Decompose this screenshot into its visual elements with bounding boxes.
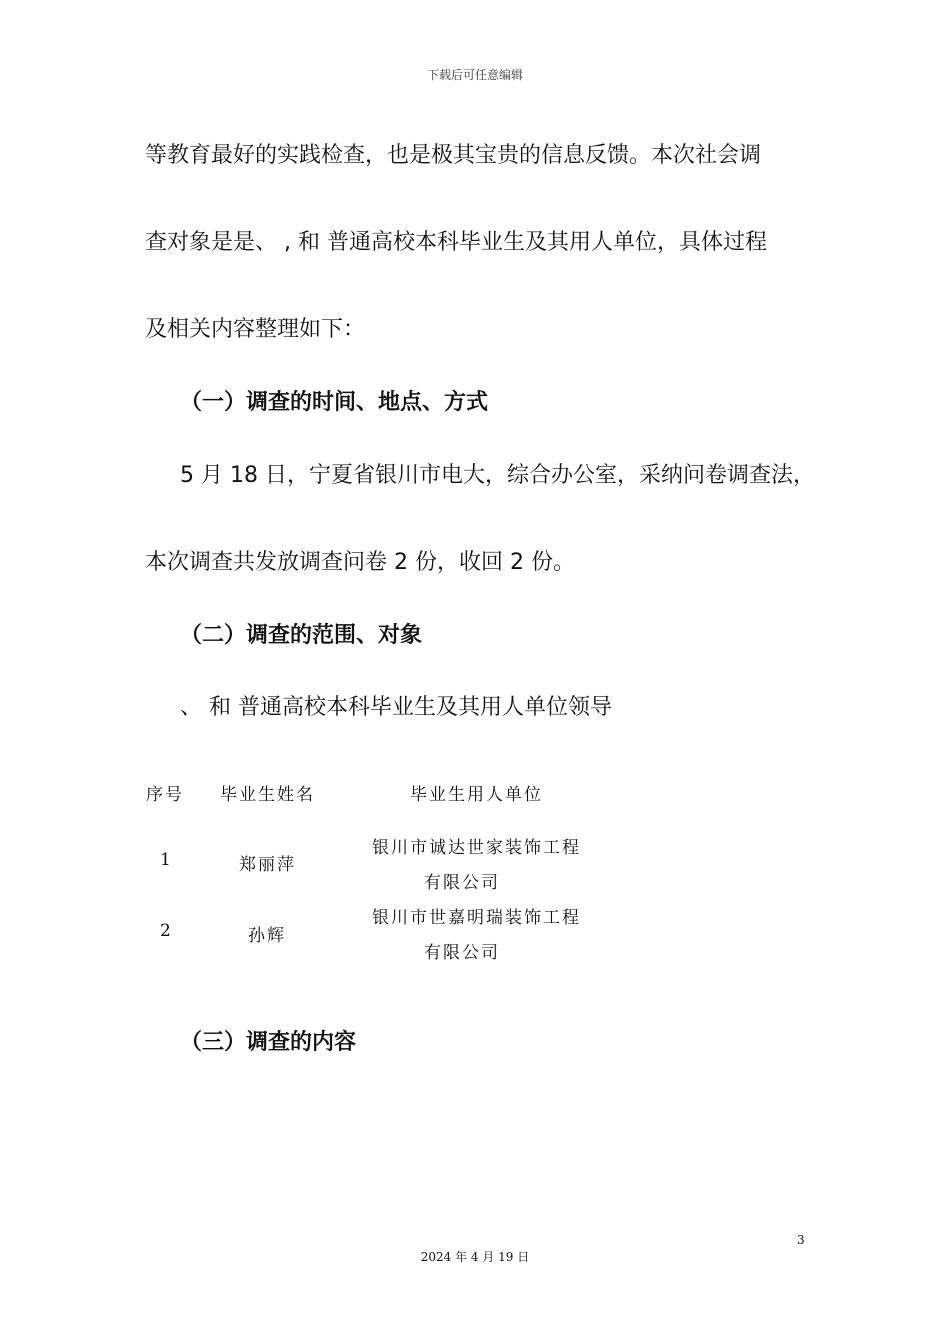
section-heading-2: （二）调查的范围、对象 [180, 623, 423, 648]
table-header-no: 序号 [146, 785, 184, 805]
section-1-text: 5 月 18 日，宁夏省银川市电大，综合办公室，采纳问卷调查法， [180, 463, 815, 488]
section-1-text: 本次调查共发放调查问卷 2 份，收回 2 份。 [145, 550, 575, 575]
body-paragraph-line: 等教育最好的实践检查，也是极其宝贵的信息反馈。本次社会调 [145, 143, 762, 168]
employer-unit-suffix: 有限公司 [424, 943, 500, 963]
employer-unit-suffix: 有限公司 [424, 873, 500, 893]
body-paragraph-line: 及相关内容整理如下： [145, 317, 366, 342]
page-number: 3 [797, 1233, 805, 1247]
section-2-text: 、 和 普通高校本科毕业生及其用人单位领导 [180, 695, 612, 720]
section-heading-1: （一）调查的时间、地点、方式 [180, 390, 489, 415]
section-heading-3: （三）调查的内容 [180, 1030, 357, 1055]
page-header: 下载后可任意编辑 [426, 68, 523, 82]
table-header-name: 毕业生姓名 [220, 785, 315, 805]
row-number: 1 [160, 850, 173, 870]
graduate-name: 孙辉 [248, 926, 286, 946]
page-footer-date: 2024 年 4 月 19 日 [420, 1250, 530, 1264]
employer-unit: 银川市诚达世家装饰工程 [372, 838, 581, 858]
employer-unit: 银川市世嘉明瑞装饰工程 [372, 908, 581, 928]
row-number: 2 [160, 921, 173, 941]
body-paragraph-line: 查对象是是、 , 和 普通高校本科毕业生及其用人单位，具体过程 [145, 230, 767, 255]
table-header-unit: 毕业生用人单位 [410, 785, 543, 805]
graduate-name: 郑丽萍 [239, 855, 296, 875]
